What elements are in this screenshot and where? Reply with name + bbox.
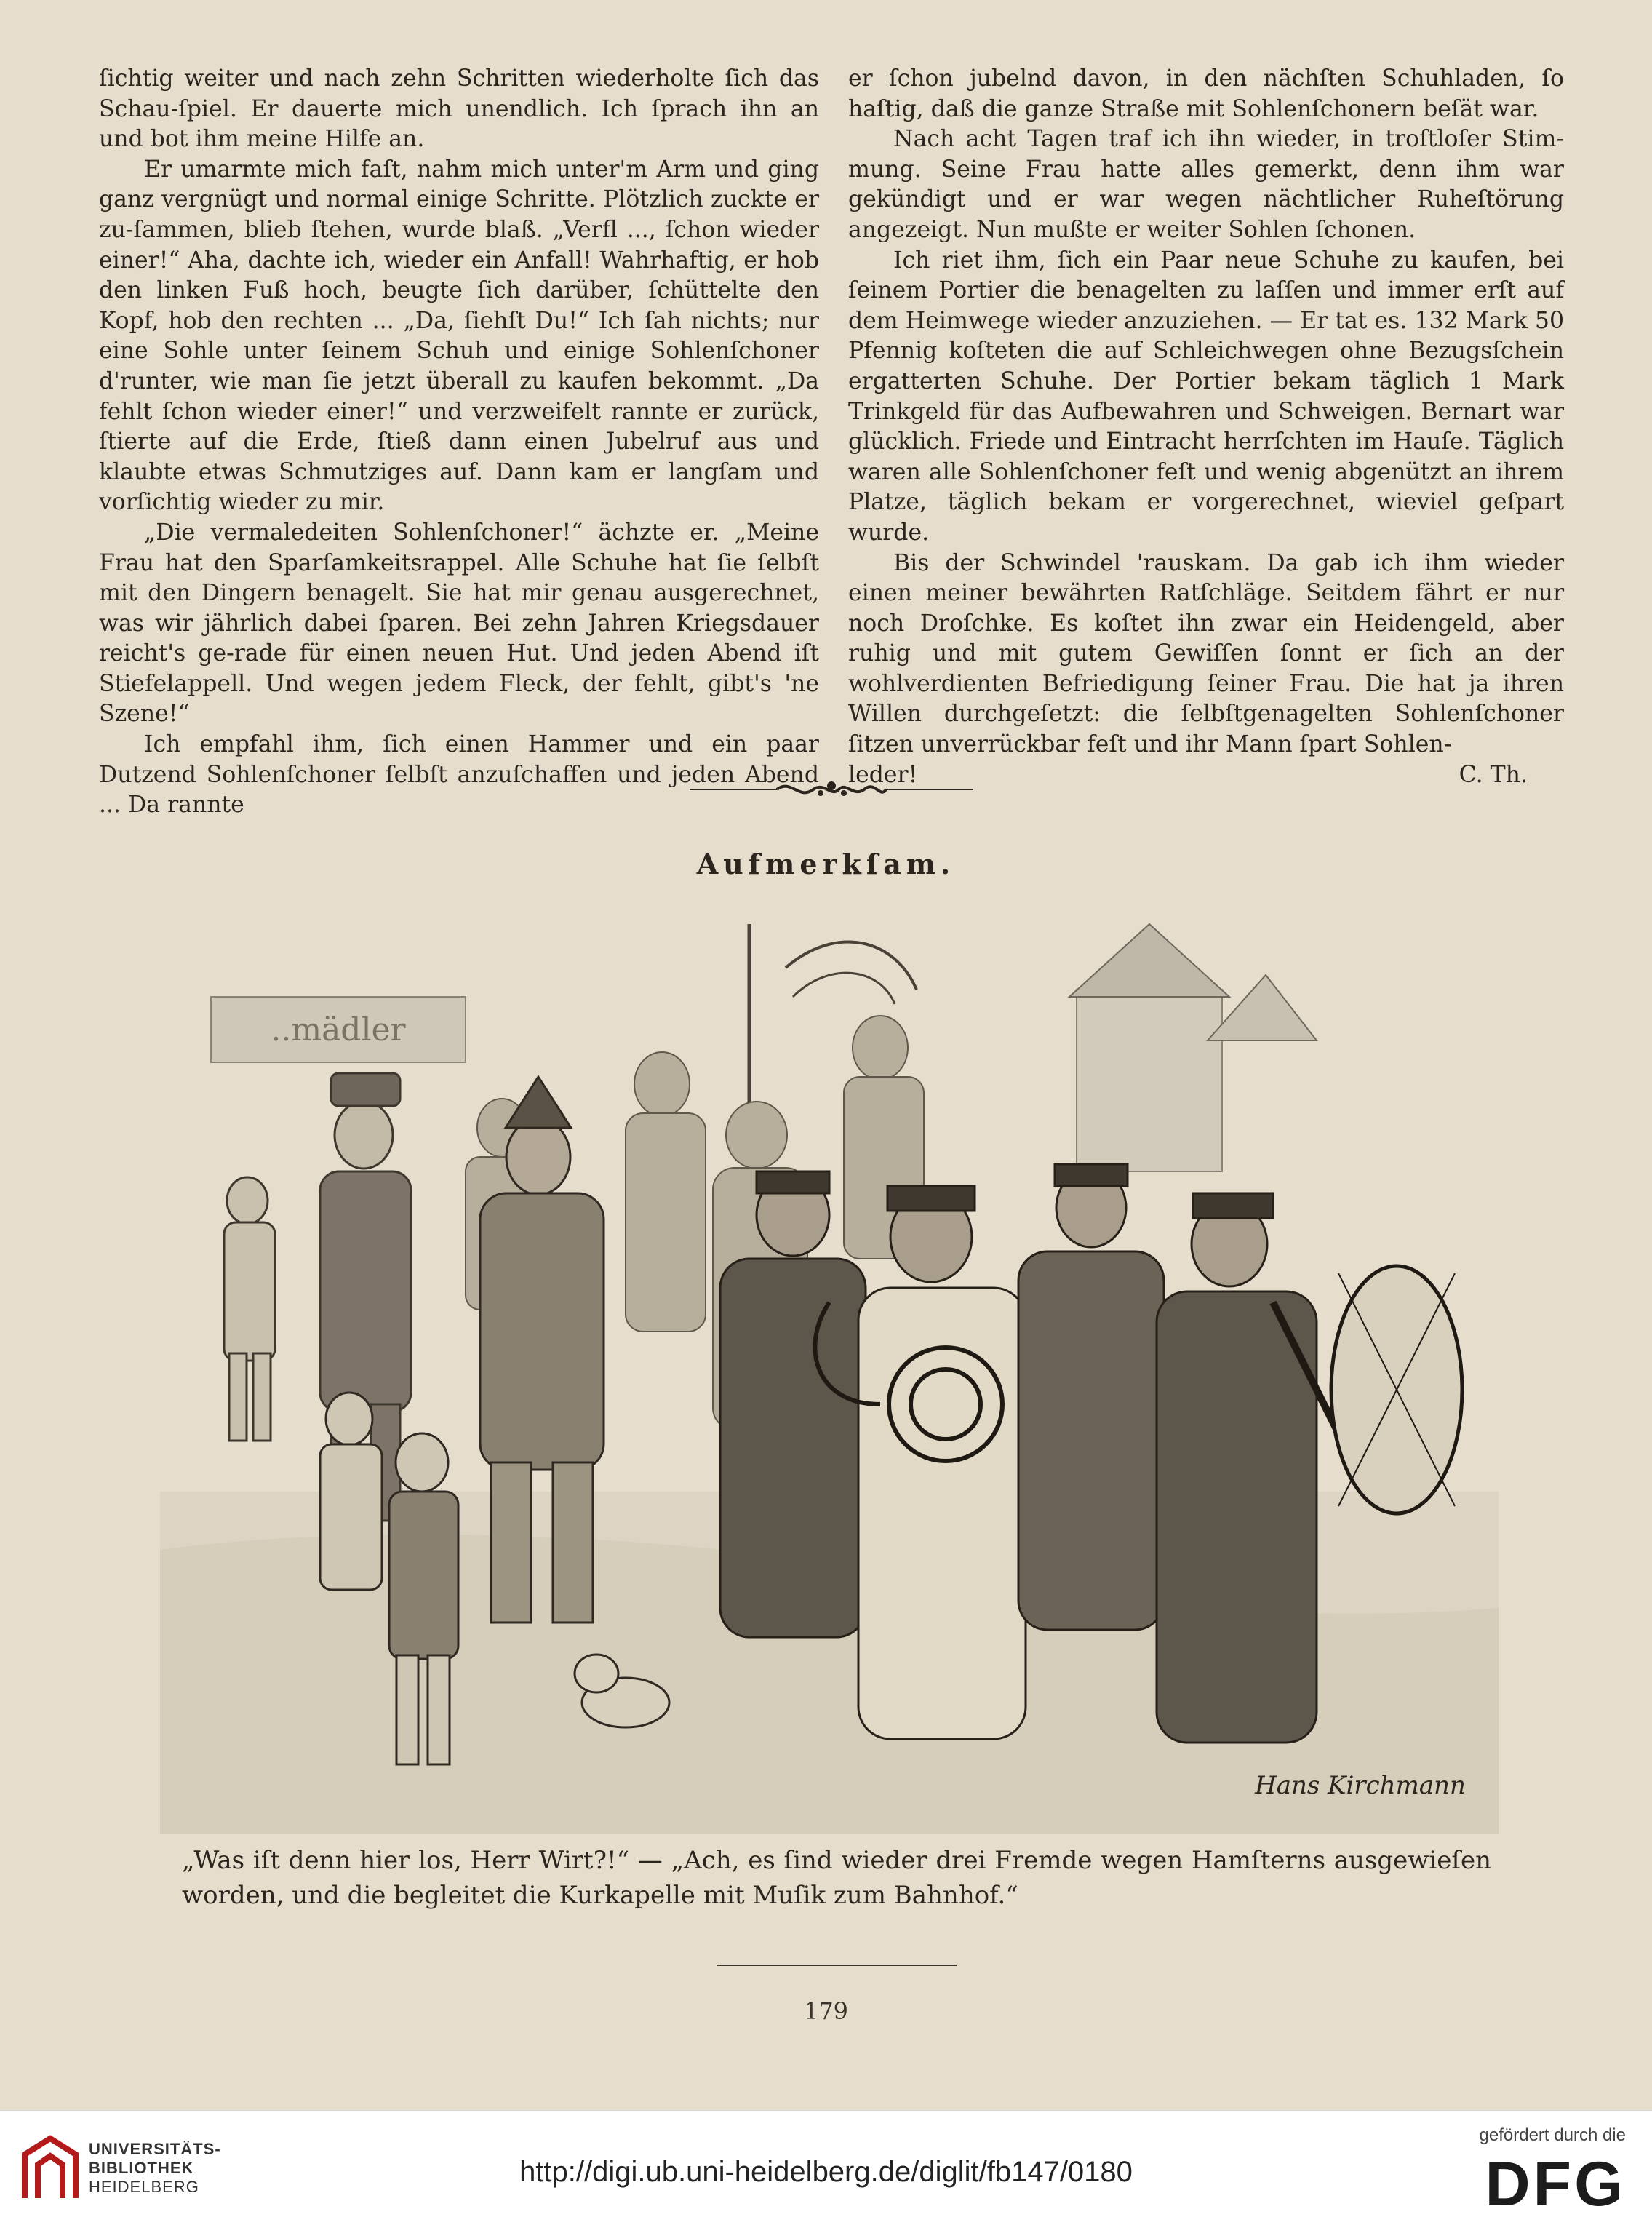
paragraph: Nach acht Tagen traf ich ihn wieder, in troſtloſer Stim-mung. Seine Frau hatte alles gemerkt, denn ihm war gekündigt und er war wegen nächtlicher Ruheſtörung angezeigt. Nun mußte er weiter Sohlen ſchonen. [848,126,1564,243]
caption-rule [717,1965,957,1966]
shop-sign-text: ..mädler [271,1011,406,1048]
closing-word: leder! [848,761,918,788]
page-number: 179 [803,1997,849,2025]
library-name: UNIVERSITÄTS- BIBLIOTHEK HEIDELBERG [89,2140,221,2196]
paragraph: Ich empfahl ihm, ſich einen Hammer und ein paar Dutzend Sohlenſchoner ſelbſt anzuſchaffen und jeden Abend ... Da rannte [99,731,819,819]
paragraph: „Die vermaledeiten Sohlenſchoner!“ ächzte er. „Meine Frau hat den Sparſamkeitsrappel. Alle Schuhe hat ſie ſelbſt mit den Dingern benagelt. Sie hat mir genau ausgerechnet, was wir jährlich dabei ſparen. Bei zehn Jahren Kriegsdauer reicht's ge-rade für einen neuen Hut. Und jeden Abend iſt Stiefelappell. Und wegen jedem Fleck, der fehlt, gibt's 'ne Szene!“ [99,519,819,728]
paragraph: Er umarmte mich faſt, nahm mich unter'm Arm und ging ganz vergnügt und normal einige Schritte. Plötzlich zuckte er zu-ſammen, blieb ſtehen, wurde blaß. „Verfl ..., ſchon wieder einer!“ Aha, dachte ich, wieder ein Anfall! Wahrhaftig, er hob den linken Fuß hoch, beugte ſich darüber, ſchüttelte den Kopf, hob den rechten ... „Da, ſiehſt Du!“ Ich ſah nichts; nur eine Sohle unter ſeinem Schuh und einige Sohlenſchoner d'runter, wie man ſie jetzt überall zu kaufen bekommt. „Da fehlt ſchon wieder einer!“ und verzweifelt rannte er zurück, ſtierte auf die Erde, ſtieß dann einen Jubelruf aus und klaubte etwas Schmutziges auf. Dann kam er langſam und vorſichtig wieder zu mir. [99,156,819,516]
artist-signature: Hans Kirchmann [1255,1771,1466,1800]
viewer-footer [0,2110,1652,2233]
dfg-logo: DFG [1485,2149,1626,2219]
cartoon-title: Aufmerkſam. [696,848,956,880]
author-signature: C. Th. [1459,761,1528,788]
text-column-left [99,64,819,821]
cartoon-caption: „Was iſt denn hier los, Herr Wirt?!“ — „Ach, es ſind wieder drei Fremde wegen Hamſterns ausgewieſen worden, und die begleitet die Kurkapelle mit Muſik zum Bahnhof.“ [182,1846,1491,1910]
paragraph: er ſchon jubelnd davon, in den nächſten Schuhladen, ſo haſtig, daß die ganze Straße mit Sohlenſchonern beſät war. [848,65,1564,122]
text-column-right [848,64,1564,790]
ornament-divider [690,771,973,808]
cartoon-illustration [160,895,1499,1834]
paragraph: Ich riet ihm, ſich ein Paar neue Schuhe zu kaufen, bei ſeinem Portier die benagelten zu laſſen und immer erſt auf dem Heimwege wieder anzuziehen. — Er tat es. 132 Mark 50 Pfennig koſteten die auf Schleichwegen ohne Bezugsſchein ergatterten Schuhe. Der Portier bekam täglich 1 Mark Trinkgeld für das Aufbewahren und Schweigen. Bernart war glücklich. Friede und Eintracht herrſchten im Hauſe. Täglich waren alle Sohlenſchoner feſt und wenig abgenützt an ihrem Platze, täglich bekam er vorgerechnet, wieviel geſpart wurde. [848,247,1564,546]
permalink-url[interactable]: http://digi.ub.uni-heidelberg.de/diglit/fb147/0180 [519,2156,1133,2188]
funding-note: gefördert durch die [1479,2125,1626,2145]
paragraph: ſichtig weiter und nach zehn Schritten wiederholte ſich das Schau-ſpiel. Er dauerte mich unendlich. Ich ſprach ihn an und bot ihm meine Hilfe an. [99,65,819,153]
paragraph: Bis der Schwindel 'rauskam. Da gab ich ihm wieder einen meiner bewährten Ratſchläge. Seitdem fährt er nur noch Droſchke. Es koſtet ihn zwar ein Heidengeld, aber ruhig und mit gutem Gewiſſen ſonnt er ſich an der wohlverdienten Befriedigung ſeiner Frau. Die hat ja ihren Willen durchgeſetzt: die ſelbſtgenagelten Sohlenſchoner ſitzen unverrückbar feſt und ihr Mann ſpart Sohlen- [848,549,1564,758]
